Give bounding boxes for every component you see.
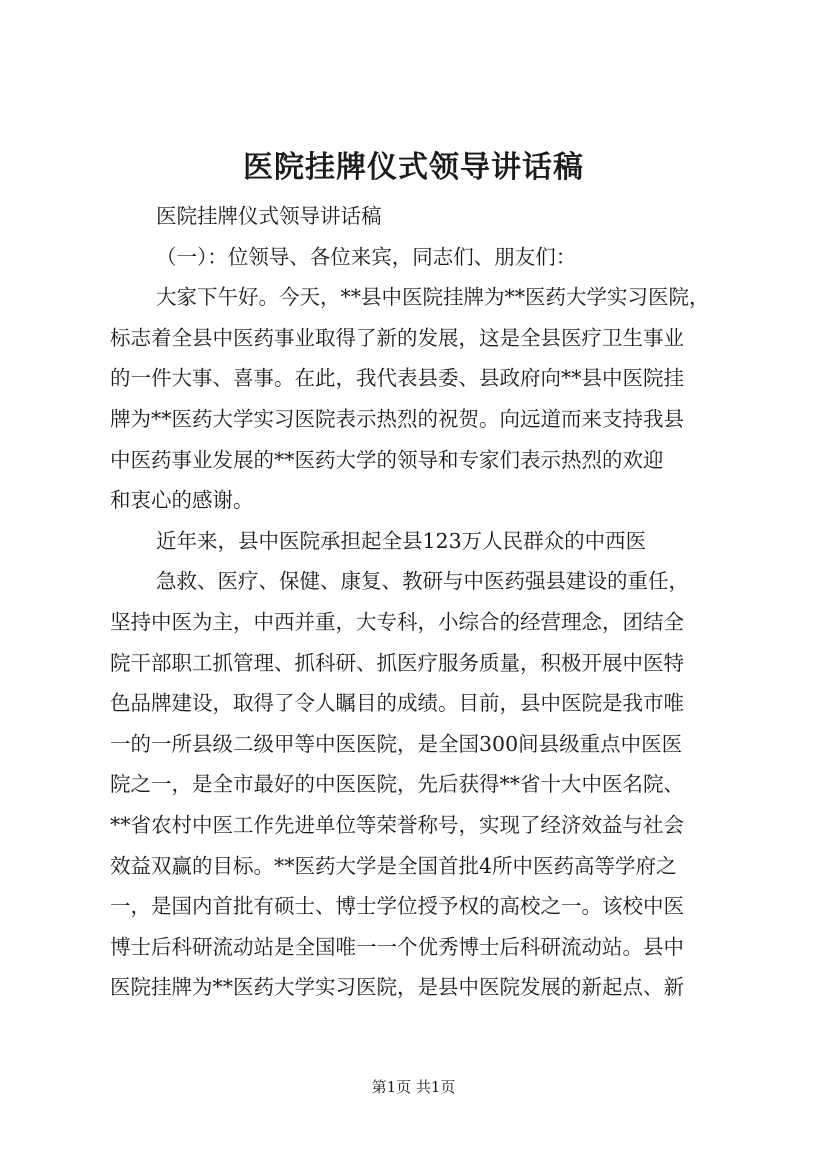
paragraph-line: 效益双赢的目标。**医药大学是全国首批4所中医药高等学府之	[110, 853, 677, 878]
paragraph-line: 一，是国内首批有硕士、博士学位授予权的高校之一。该校中医	[110, 894, 684, 919]
paragraph-line: 中医药事业发展的**医药大学的领导和专家们表示热烈的欢迎	[110, 447, 664, 472]
subtitle-line: 医院挂牌仪式领导讲话稿	[156, 204, 382, 228]
paragraph-line: 院之一，是全市最好的中医医院，先后获得**省十大中医名院、	[110, 772, 684, 797]
paragraph-line: 近年来，县中医院承担起全县123万人民群众的中西医	[156, 528, 647, 553]
document-title: 医院挂牌仪式领导讲话稿	[243, 150, 584, 185]
paragraph-line: 博士后科研流动站是全国唯一一个优秀博士后科研流动站。县中	[110, 934, 684, 959]
paragraph-line: 色品牌建设，取得了令人瞩目的成绩。目前，县中医院是我市唯	[110, 691, 684, 716]
page-footer: 第1页 共1页	[371, 1078, 456, 1096]
paragraph-line: 标志着全县中医药事业取得了新的发展，这是全县医疗卫生事业	[110, 325, 684, 350]
document-body	[110, 196, 730, 1008]
paragraph-line: 坚持中医为主，中西并重，大专科，小综合的经营理念，团结全	[110, 609, 684, 634]
paragraph-line: 一的一所县级二级甲等中医医院，是全国300间县级重点中医医	[110, 731, 683, 756]
paragraph-line: 的一件大事、喜事。在此，我代表县委、县政府向**县中医院挂	[110, 366, 684, 391]
paragraph-line: 牌为**医药大学实习医院表示热烈的祝贺。向远道而来支持我县	[110, 406, 684, 431]
paragraph-line: 大家下午好。今天，**县中医院挂牌为**医药大学实习医院，	[156, 285, 710, 310]
paragraph-line: 急救、医疗、保健、康复、教研与中医药强县建设的重任，	[156, 569, 689, 594]
paragraph-line: 院干部职工抓管理、抓科研、抓医疗服务质量，积极开展中医特	[110, 650, 684, 675]
salutation-line: （一）：位领导、各位来宾，同志们、朋友们：	[156, 244, 577, 269]
paragraph-line: **省农村中医工作先进单位等荣誉称号，实现了经济效益与社会	[110, 812, 684, 837]
paragraph-line: 医院挂牌为**医药大学实习医院，是县中医院发展的新起点、新	[110, 975, 684, 1000]
paragraph-line: 和衷心的感谢。	[110, 488, 254, 513]
